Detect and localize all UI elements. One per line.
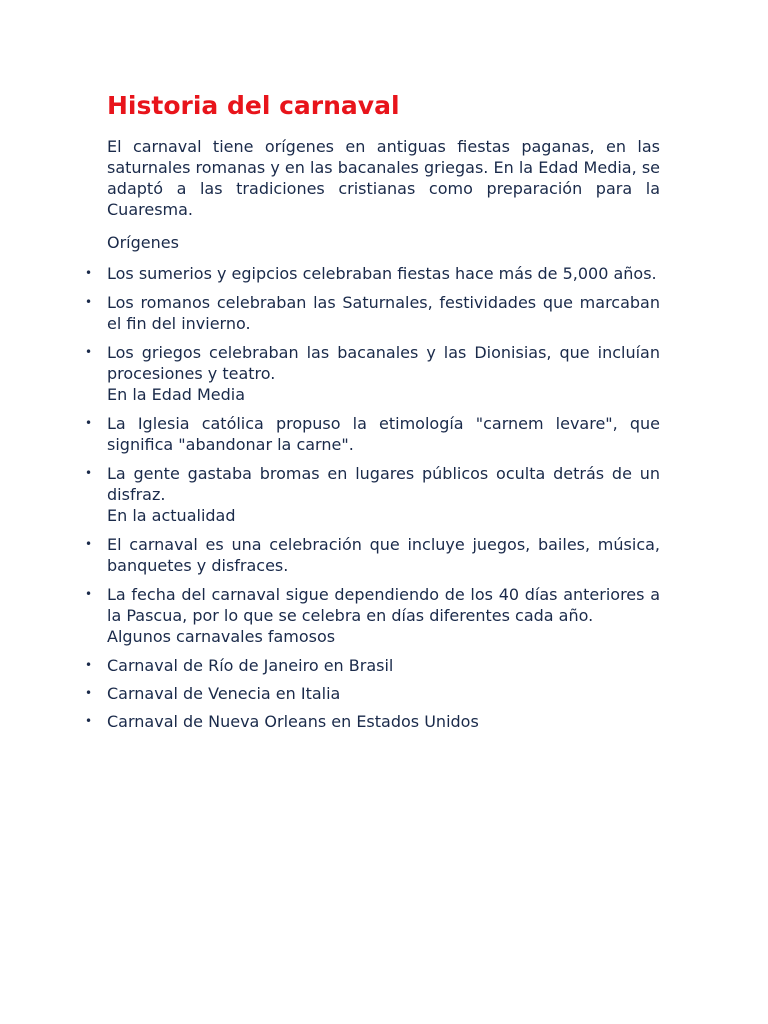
document-content — [85, 90, 660, 739]
list-item — [85, 413, 660, 455]
list-item-text: Carnaval de Río de Janeiro en Brasil — [107, 656, 394, 675]
list-item-text: Carnaval de Venecia en Italia — [107, 684, 341, 703]
list-item — [85, 342, 660, 405]
list-item — [85, 655, 660, 676]
list-item-text: El carnaval es una celebración que incluye juegos, bailes, música, banquetes y disfraces. — [107, 535, 660, 575]
list-item — [85, 683, 660, 704]
bullet-icon: • — [85, 587, 93, 601]
list-item-text: La gente gastaba bromas en lugares públicos oculta detrás de un disfraz. — [107, 464, 660, 504]
list-item-text: Carnaval de Nueva Orleans en Estados Unidos — [107, 712, 479, 731]
bullet-icon: • — [85, 686, 93, 700]
list-item — [85, 263, 660, 284]
page-title: Historia del carnaval — [107, 91, 400, 120]
bullet-icon: • — [85, 266, 93, 280]
bullet-icon: • — [85, 537, 93, 551]
list-item-text: La Iglesia católica propuso la etimología "carnem levare", que significa "abandonar la carne". — [107, 414, 660, 454]
list-item — [85, 534, 660, 576]
bullet-icon: • — [85, 714, 93, 728]
list-item — [85, 292, 660, 334]
bullet-icon: • — [85, 295, 93, 309]
bullet-icon: • — [85, 466, 93, 480]
section-heading-edad-media: En la Edad Media — [107, 385, 246, 404]
list-item-text: Los romanos celebraban las Saturnales, festividades que marcaban el fin del invierno. — [107, 293, 660, 333]
list-item — [85, 584, 660, 647]
intro-paragraph: El carnaval tiene orígenes en antiguas fiestas paganas, en las saturnales romanas y en las bacanales griegas. En la Edad Media, se adaptó a las tradiciones cristianas como preparación para la Cuaresma. — [107, 137, 660, 219]
section-heading-famosos: Algunos carnavales famosos — [107, 627, 336, 646]
bullet-icon: • — [85, 658, 93, 672]
bullet-icon: • — [85, 345, 93, 359]
list-item — [85, 463, 660, 526]
section-heading-actualidad: En la actualidad — [107, 506, 236, 525]
section-heading-origenes: Orígenes — [107, 233, 179, 252]
bullet-icon: • — [85, 416, 93, 430]
list-item-text: Los griegos celebraban las bacanales y las Dionisias, que incluían procesiones y teatro. — [107, 343, 660, 383]
list-item — [85, 711, 660, 732]
list-item-text: Los sumerios y egipcios celebraban fiestas hace más de 5,000 años. — [107, 264, 657, 283]
list-origenes — [85, 263, 660, 732]
list-item-text: La fecha del carnaval sigue dependiendo de los 40 días anteriores a la Pascua, por lo que se celebra en días diferentes cada año. — [107, 585, 660, 625]
